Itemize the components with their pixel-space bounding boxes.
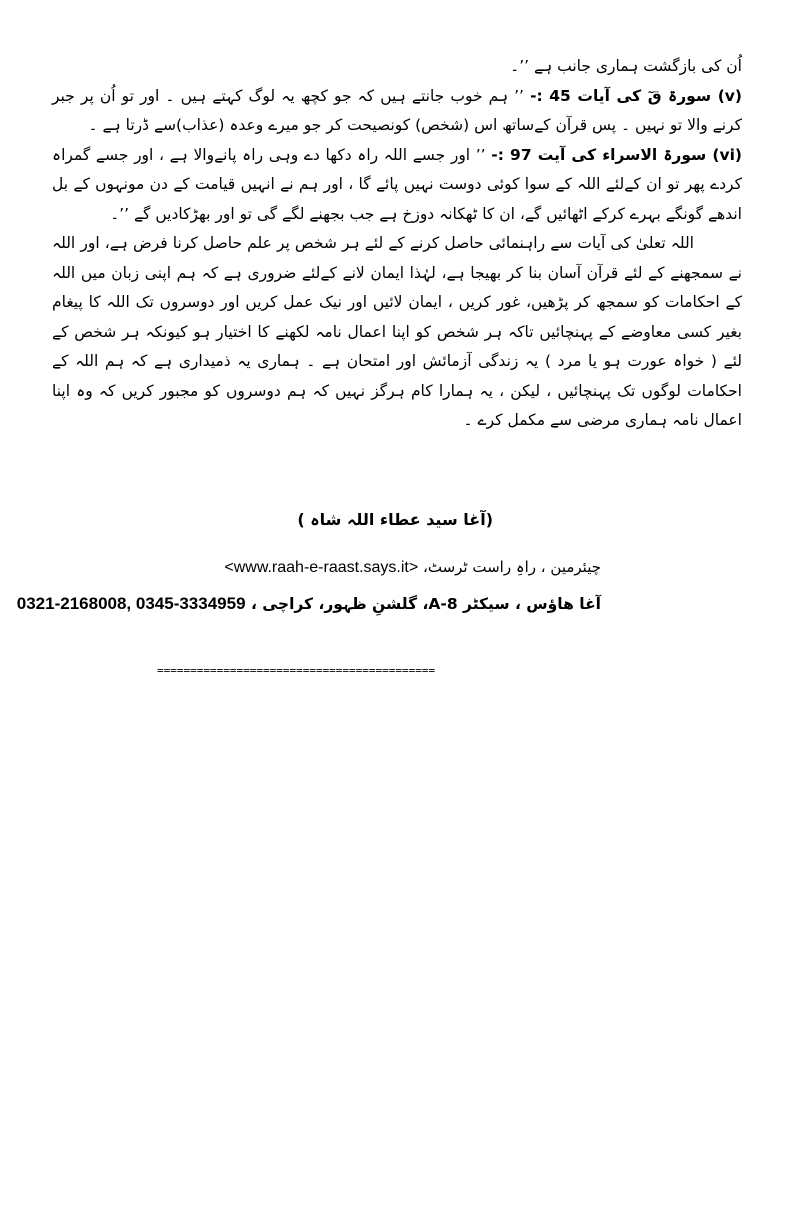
signature-title-line bbox=[224, 558, 601, 577]
verse-reference: (v) سورۃ قٓ کی آیات 45 :- bbox=[530, 86, 742, 105]
separator-line: ========================================== bbox=[157, 664, 436, 677]
signature-address-line bbox=[17, 594, 601, 614]
document-body bbox=[52, 52, 742, 436]
paragraph-surah-qaf bbox=[52, 82, 742, 141]
paragraph-text: ’’ ہم خوب جانتے ہیں کہ جو کچھ یہ لوگ کہتے ہیں ۔ اور تو اُن پر جبر کرنے والا تو نہیں ۔ پس قرآن کےساتھ اس (شخص) کونصیحت کر جو میرے وعدہ (عذاب)سے ڈرتا ہے ۔ bbox=[52, 86, 742, 134]
signature-name: (آغا سید عطاء اللہ شاہ ) bbox=[297, 510, 493, 529]
paragraph-text: ’’ اور جسے اللہ راہ دکھا دے وہی راہ پانےوالا ہے ، اور جسے گمراہ کردے پھر تو ان کےلئے اللہ کے سوا کوئی دوست نہیں پائے گا ، اور ہم نے انہیں قیامت کے دن مونہوں کے بل اندھے گونگے بہرے کرکے اٹھائیں گے، ان کا ٹھکانہ دوزخ ہے جب بجھنے لگے گی تو اور بھڑکادیں گے ’’۔ bbox=[52, 145, 742, 223]
paragraph-commentary bbox=[52, 229, 742, 436]
paragraph-surah-isra bbox=[52, 141, 742, 230]
signature-phones: 0321-2168008, 0345-3334959 bbox=[16, 594, 246, 613]
paragraph-text: اللہ تعلیٰ کی آیات سے راہنمائی حاصل کرنے کے لئے ہر شخص پر علم حاصل کرنا فرض ہے، اور اللہ نے سمجھنے کے لئے قرآن آسان بنا کر بھیجا ہے، لہٰذا ایمان لانے کےلئے ضروری ہے کہ ہم اپنی زبان میں اللہ کے احکامات کو سمجھ کر پڑھیں، غور کریں ، ایمان لائیں اور نیک عمل کریں اور دوسروں تک اللہ کا پیغام بغیر کسی معاوضے کے پہنچائیں تاکہ ہر شخص کو اپنا اعمال نامہ لکھنے کا اختیار ہو کیونکہ ہر شخص کے لئے ( خواہ عورت ہو یا مرد ) یہ زندگی آزمائش اور امتحان ہے ۔ ہماری یہ ذمیداری ہے کہ ہم اللہ کے احکامات لوگوں تک پہنچائیں ، لیکن ، یہ ہمارا کام ہرگز نہیں کہ ہم دوسروں کو مجبور کریں کہ وہ اپنا اعمال نامہ ہماری مرضی سے مکمل کرے ۔ bbox=[52, 234, 742, 429]
website-link[interactable]: <www.raah-e-raast.says.it> bbox=[224, 559, 419, 576]
signature-title: چیئرمین ، راہِ راست ٹرسٹ، bbox=[423, 558, 601, 576]
paragraph-text: اُن کی بازگشت ہماری جانب ہے ’’۔ bbox=[510, 57, 742, 75]
paragraph-closing-quote bbox=[52, 52, 742, 82]
signature-address: آغا ھاؤس ، سیکٹر 8-A، گلشنِ ظہور، کراچی ، bbox=[250, 595, 601, 613]
verse-reference: (vi) سورۃ الاسراء کی آیت 97 :- bbox=[491, 145, 743, 164]
